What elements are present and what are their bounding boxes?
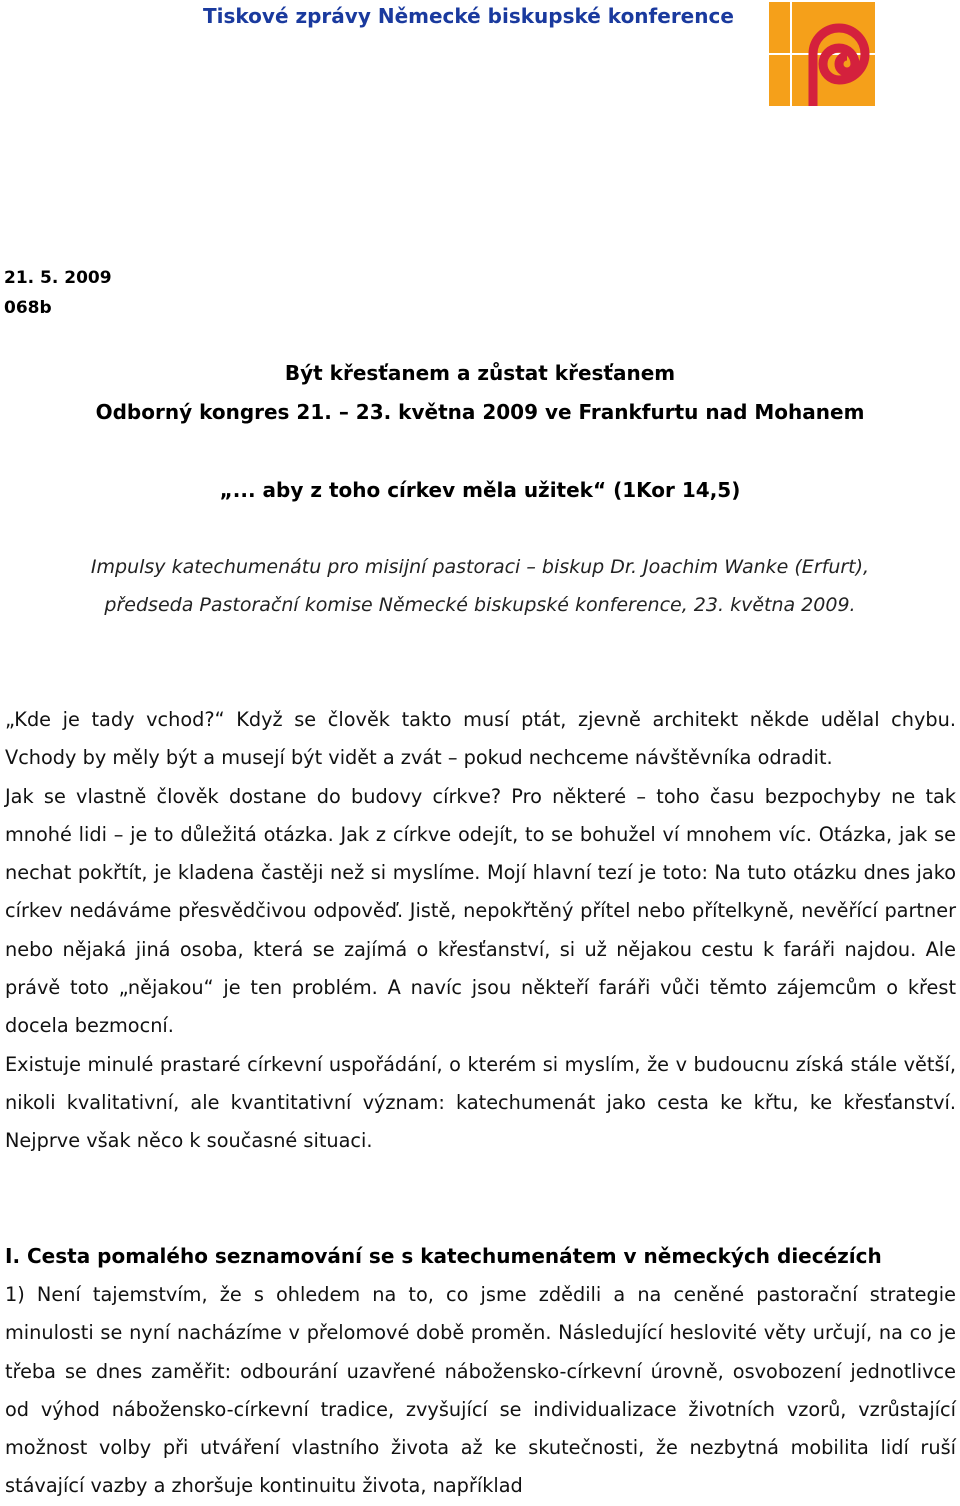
dbk-spiral-logo-icon (769, 2, 875, 106)
paragraph: „Kde je tady vchod?“ Když se člověk takto musí ptát, zjevně architekt někde udělal chybu. Vchody by měly být a musejí být vidět a zvát – pokud nechceme návštěvníka odradit. (5, 708, 956, 770)
body-text (5, 701, 956, 1161)
press-number: 068b (4, 298, 52, 318)
byline-line-1: Impulsy katechumenátu pro misijní pastoraci – biskup Dr. Joachim Wanke (Erfurt), (90, 556, 870, 578)
paragraph: Existuje minulé prastaré církevní uspořádání, o kterém si myslím, že v budoucnu získá stále větší, nikoli kvalitativní, ale kvantitativní význam: katechumenát jako cesta ke křtu, ke křesťanství. Nejprve však něco k současné situaci. (5, 1052, 956, 1153)
header-title: Tiskové zprávy Německé biskupské konference (203, 4, 734, 28)
headline-subtitle: Odborný kongres 21. – 23. května 2009 ve Frankfurtu nad Mohanem (95, 400, 865, 424)
press-date: 21. 5. 2009 (4, 268, 112, 288)
paragraph: 1) Není tajemstvím, že s ohledem na to, co jsme zdědili a na ceněné pastorační strategie minulosti se nyní nacházíme v přelomové době proměn. Následující heslovité věty určují, na co je třeba se dnes zaměřit: odbourání uzavřené nábožensko-církevní úrovně, osvobození jednotlivce od výhod nábožensko-církevní tradice, zvyšující se individualizace životních vzorů, vzrůstající možnost volby při utváření vlastního života až ke skutečnosti, že nezbytná mobilita lidí ruší stávající vazby a zhoršuje kontinuitu života, například (5, 1283, 956, 1498)
section-body (5, 1276, 956, 1506)
headline-title: Být křesťanem a zůstat křesťanem (284, 361, 676, 385)
section-heading: I. Cesta pomalého seznamování se s katechumenátem v německých diecézích (5, 1244, 882, 1268)
paragraph: Jak se vlastně člověk dostane do budovy církve? Pro některé – toho času bezpochyby ne tak mnohé lidi – je to důležitá otázka. Jak z církve odejít, to se bohužel ví mnohem víc. Otázka, jak se nechat pokřtít, je kladena častěji než si myslíme. Mojí hlavní tezí je toto: Na tuto otázku dnes jako církev nedáváme přesvědčivou odpověď. Jistě, nepokřtěný přítel nebo přítelkyně, nevěřící partner nebo nějaká jiná osoba, která se zajímá o křesťanství, si už nějakou cestu k faráři najdou. Ale právě toto „nějakou“ je ten problém. A navíc jsou někteří faráři vůči těmto zájemcům o křest docela bezmocní. (5, 784, 956, 1038)
headline-quote: „... aby z toho církev měla užitek“ (1Kor 14,5) (219, 478, 741, 502)
byline-line-2: předseda Pastorační komise Německé biskupské konference, 23. května 2009. (104, 594, 856, 616)
